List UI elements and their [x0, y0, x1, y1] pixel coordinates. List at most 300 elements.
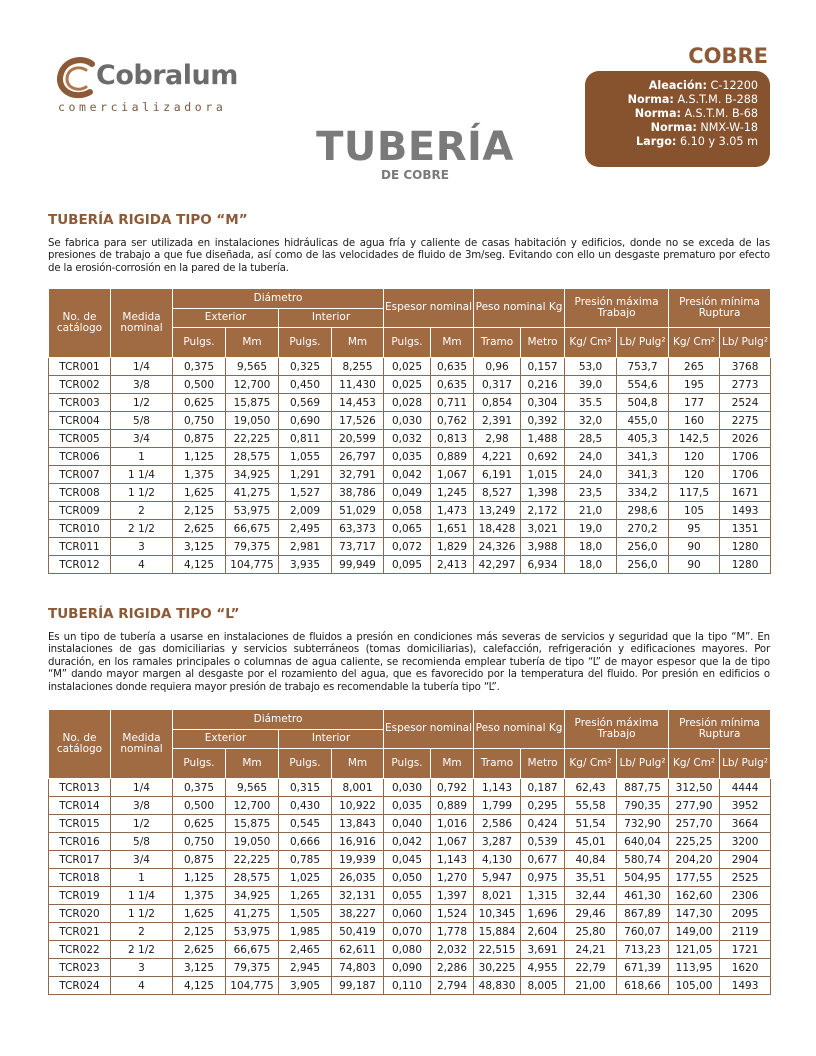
table-row: [49, 430, 771, 448]
table-cell: 1,016: [431, 815, 474, 833]
table-cell: 1493: [720, 502, 771, 520]
material-label: COBRE: [688, 44, 768, 68]
table-cell: 0,045: [384, 851, 431, 869]
table-cell: 4,955: [521, 959, 565, 977]
table-cell: 671,39: [617, 959, 669, 977]
table-cell: 3,691: [521, 941, 565, 959]
table-cell: 18,0: [565, 538, 617, 556]
table-cell: 0,762: [431, 412, 474, 430]
table-cell: 0,216: [521, 376, 565, 394]
table-cell: 13,843: [332, 815, 384, 833]
page-subtitle: DE COBRE: [381, 168, 449, 182]
table-cell: 1620: [720, 959, 771, 977]
table-cell: 1,397: [431, 887, 474, 905]
table-row: [49, 466, 771, 484]
table-cell: 0,813: [431, 430, 474, 448]
table-cell: 162,60: [669, 887, 720, 905]
table-cell: 0,792: [431, 779, 474, 797]
table-cell: 32,44: [565, 887, 617, 905]
table-cell: 0,055: [384, 887, 431, 905]
table-cell: 0,569: [279, 394, 332, 412]
table-cell: 0,424: [521, 815, 565, 833]
table-cell: 1 1/4: [111, 466, 173, 484]
table-cell: 5/8: [111, 833, 173, 851]
table-cell: 2,172: [521, 502, 565, 520]
table-cell: 63,373: [332, 520, 384, 538]
table-cell: 312,50: [669, 779, 720, 797]
table-cell: 0,157: [521, 358, 565, 376]
table-cell: 256,0: [617, 538, 669, 556]
table-cell: 28,575: [226, 869, 279, 887]
table-cell: 0,049: [384, 484, 431, 502]
table-cell: 24,0: [565, 466, 617, 484]
table-cell: 15,875: [226, 815, 279, 833]
table-cell: 0,072: [384, 538, 431, 556]
table-cell: 0,750: [173, 833, 226, 851]
header-tramo: Tramo: [474, 749, 521, 779]
table-cell: 66,675: [226, 520, 279, 538]
spec-line: [585, 93, 758, 107]
spec-label: Aleación:: [648, 79, 707, 92]
table-cell: 32,131: [332, 887, 384, 905]
table-cell: 48,830: [474, 977, 521, 995]
table-cell: 2,413: [431, 556, 474, 574]
table-row: [49, 797, 771, 815]
table-cell: 32,0: [565, 412, 617, 430]
spec-line: [585, 135, 758, 149]
table-cell: 55,58: [565, 797, 617, 815]
table-cell: 53,975: [226, 923, 279, 941]
table-cell: 0,450: [279, 376, 332, 394]
table-cell: 3,021: [521, 520, 565, 538]
table-cell: 3: [111, 538, 173, 556]
table-cell: 1,125: [173, 869, 226, 887]
header-kgcm: Kg/ Cm²: [669, 328, 720, 358]
table-cell: 95: [669, 520, 720, 538]
table-cell: 22,225: [226, 851, 279, 869]
table-cell: 1,696: [521, 905, 565, 923]
table-cell: 4: [111, 556, 173, 574]
table-cell: 32,791: [332, 466, 384, 484]
table-cell: 2,981: [279, 538, 332, 556]
table-cell: TCR002: [49, 376, 111, 394]
table-cell: 1,245: [431, 484, 474, 502]
table-cell: 105,00: [669, 977, 720, 995]
table-cell: 99,187: [332, 977, 384, 995]
table-cell: TCR011: [49, 538, 111, 556]
table-cell: TCR003: [49, 394, 111, 412]
table-cell: 1,651: [431, 520, 474, 538]
table-cell: 0,375: [173, 779, 226, 797]
header-pmin: Presión mínima Ruptura: [669, 289, 771, 328]
table-cell: 11,430: [332, 376, 384, 394]
table-cell: 1,125: [173, 448, 226, 466]
table-cell: 4,125: [173, 977, 226, 995]
table-cell: 4,130: [474, 851, 521, 869]
table-cell: 1/4: [111, 779, 173, 797]
brand-subtitle: comercializadora: [58, 100, 227, 114]
table-cell: 1/2: [111, 394, 173, 412]
table-cell: 104,775: [226, 977, 279, 995]
spec-value: NMX-W-18: [700, 121, 758, 134]
table-cell: 334,2: [617, 484, 669, 502]
table-cell: 0,889: [431, 448, 474, 466]
header-pulgs: Pulgs.: [279, 749, 332, 779]
header-lbpulg: Lb/ Pulg²: [617, 328, 669, 358]
table-cell: 2026: [720, 430, 771, 448]
table-cell: TCR019: [49, 887, 111, 905]
header-pulgs: Pulgs.: [384, 749, 431, 779]
table-cell: 0,030: [384, 412, 431, 430]
table-cell: 12,700: [226, 797, 279, 815]
table-cell: 0,625: [173, 394, 226, 412]
table-row: [49, 412, 771, 430]
table-cell: 8,001: [332, 779, 384, 797]
table-cell: 0,677: [521, 851, 565, 869]
table-row: [49, 556, 771, 574]
table-cell: TCR016: [49, 833, 111, 851]
table-cell: 3768: [720, 358, 771, 376]
table-cell: 1: [111, 448, 173, 466]
header-mm: Mm: [332, 749, 384, 779]
header-mm: Mm: [431, 328, 474, 358]
table-cell: 0,500: [173, 376, 226, 394]
table-cell: 713,23: [617, 941, 669, 959]
table-cell: 2524: [720, 394, 771, 412]
table-cell: 0,040: [384, 815, 431, 833]
table-cell: 0,711: [431, 394, 474, 412]
table-cell: 195: [669, 376, 720, 394]
table-cell: 34,925: [226, 887, 279, 905]
table-cell: 19,050: [226, 412, 279, 430]
header-kgcm: Kg/ Cm²: [565, 749, 617, 779]
table-cell: 2,586: [474, 815, 521, 833]
table-cell: 22,515: [474, 941, 521, 959]
table-cell: 0,635: [431, 376, 474, 394]
table-cell: 2904: [720, 851, 771, 869]
spec-value: A.S.T.M. B-288: [677, 93, 758, 106]
table-cell: 9,565: [226, 779, 279, 797]
table-cell: 2,98: [474, 430, 521, 448]
table-cell: 22,225: [226, 430, 279, 448]
table-cell: 0,030: [384, 779, 431, 797]
table-cell: 887,75: [617, 779, 669, 797]
table-cell: 1493: [720, 977, 771, 995]
table-cell: 1 1/4: [111, 887, 173, 905]
table-row: [49, 520, 771, 538]
table-cell: 14,453: [332, 394, 384, 412]
table-cell: 0,042: [384, 466, 431, 484]
table-cell: 640,04: [617, 833, 669, 851]
table-cell: 1,398: [521, 484, 565, 502]
table-cell: 2,465: [279, 941, 332, 959]
table-cell: 0,295: [521, 797, 565, 815]
table-cell: 0,889: [431, 797, 474, 815]
table-cell: 0,666: [279, 833, 332, 851]
table-cell: 3/4: [111, 430, 173, 448]
table-cell: 0,375: [173, 358, 226, 376]
header-pulgs: Pulgs.: [173, 328, 226, 358]
table-cell: 867,89: [617, 905, 669, 923]
table-cell: 0,811: [279, 430, 332, 448]
table-cell: 4444: [720, 779, 771, 797]
table-cell: TCR005: [49, 430, 111, 448]
table-cell: 3200: [720, 833, 771, 851]
table-cell: 0,625: [173, 815, 226, 833]
table-cell: 732,90: [617, 815, 669, 833]
table-cell: 29,46: [565, 905, 617, 923]
table-cell: 2,625: [173, 941, 226, 959]
table-cell: 160: [669, 412, 720, 430]
table-cell: TCR010: [49, 520, 111, 538]
table-cell: TCR014: [49, 797, 111, 815]
table-cell: 79,375: [226, 538, 279, 556]
brand-logo: [56, 56, 238, 120]
table-cell: 0,025: [384, 376, 431, 394]
table-cell: 0,690: [279, 412, 332, 430]
table-cell: 2 1/2: [111, 941, 173, 959]
table-cell: 2,125: [173, 502, 226, 520]
table-cell: 2119: [720, 923, 771, 941]
table-cell: 341,3: [617, 448, 669, 466]
table-cell: 23,5: [565, 484, 617, 502]
table-cell: 16,916: [332, 833, 384, 851]
table-cell: TCR023: [49, 959, 111, 977]
header-lbpulg: Lb/ Pulg²: [720, 749, 771, 779]
table-cell: 104,775: [226, 556, 279, 574]
table-cell: 21,00: [565, 977, 617, 995]
table-cell: 0,080: [384, 941, 431, 959]
table-cell: 12,700: [226, 376, 279, 394]
table-cell: 1,778: [431, 923, 474, 941]
header-pulgs: Pulgs.: [173, 749, 226, 779]
table-cell: 3,988: [521, 538, 565, 556]
header-mm: Mm: [226, 328, 279, 358]
table-row: [49, 394, 771, 412]
table-cell: 1280: [720, 538, 771, 556]
table-cell: 40,84: [565, 851, 617, 869]
table-cell: 2,794: [431, 977, 474, 995]
table-cell: 0,042: [384, 833, 431, 851]
table-cell: 1,055: [279, 448, 332, 466]
table-row: [49, 923, 771, 941]
table-row: [49, 833, 771, 851]
table-cell: 1,505: [279, 905, 332, 923]
table-cell: 2: [111, 923, 173, 941]
table-cell: 30,225: [474, 959, 521, 977]
table-cell: 225,25: [669, 833, 720, 851]
table-cell: 35.5: [565, 394, 617, 412]
table-cell: 277,90: [669, 797, 720, 815]
table-row: [49, 448, 771, 466]
section-title-m: TUBERÍA RIGIDA TIPO “M”: [48, 212, 248, 228]
spec-label: Norma:: [627, 93, 674, 106]
table-cell: 0,692: [521, 448, 565, 466]
table-cell: 73,717: [332, 538, 384, 556]
header-espesor: Espesor nominal: [384, 289, 474, 328]
table-cell: 2,604: [521, 923, 565, 941]
table-cell: 2: [111, 502, 173, 520]
table-cell: 41,275: [226, 484, 279, 502]
header-diametro: Diámetro: [173, 289, 384, 309]
table-cell: 1,625: [173, 484, 226, 502]
table-cell: 2,625: [173, 520, 226, 538]
table-cell: 455,0: [617, 412, 669, 430]
table-cell: 1,143: [431, 851, 474, 869]
spec-box: [585, 71, 770, 167]
header-mm: Mm: [332, 328, 384, 358]
table-cell: 760,07: [617, 923, 669, 941]
table-cell: 22,79: [565, 959, 617, 977]
spec-line: [585, 121, 758, 135]
table-cell: 24,21: [565, 941, 617, 959]
table-cell: 0,032: [384, 430, 431, 448]
table-cell: 19,0: [565, 520, 617, 538]
table-cell: TCR013: [49, 779, 111, 797]
table-cell: 2306: [720, 887, 771, 905]
table-cell: 2,495: [279, 520, 332, 538]
table-cell: 0,058: [384, 502, 431, 520]
header-pmin: Presión mínima Ruptura: [669, 710, 771, 749]
brand-name: Cobralum: [96, 60, 238, 91]
table-row: [49, 376, 771, 394]
table-cell: 0,750: [173, 412, 226, 430]
table-cell: 2,009: [279, 502, 332, 520]
spec-label: Norma:: [650, 121, 697, 134]
table-cell: 34,925: [226, 466, 279, 484]
table-cell: 53,0: [565, 358, 617, 376]
header-nominal: Medida nominal: [111, 289, 173, 358]
table-cell: 0,028: [384, 394, 431, 412]
table-cell: 26,797: [332, 448, 384, 466]
table-cell: 8,021: [474, 887, 521, 905]
spec-line: [585, 79, 758, 93]
header-mm: Mm: [431, 749, 474, 779]
table-cell: 0,035: [384, 797, 431, 815]
header-pulgs: Pulgs.: [279, 328, 332, 358]
spec-table-l: [48, 709, 771, 995]
table-cell: 1,625: [173, 905, 226, 923]
table-cell: 0,545: [279, 815, 332, 833]
header-pulgs: Pulgs.: [384, 328, 431, 358]
spec-label: Norma:: [634, 107, 681, 120]
copper-swirl-icon: [56, 56, 100, 100]
table-cell: 8,255: [332, 358, 384, 376]
table-cell: 504,8: [617, 394, 669, 412]
table-cell: 1706: [720, 466, 771, 484]
table-cell: 1,270: [431, 869, 474, 887]
table-cell: 5/8: [111, 412, 173, 430]
table-cell: 0,854: [474, 394, 521, 412]
table-cell: 0,187: [521, 779, 565, 797]
table-cell: 41,275: [226, 905, 279, 923]
table-cell: 39,0: [565, 376, 617, 394]
table-cell: 0,317: [474, 376, 521, 394]
table-cell: TCR012: [49, 556, 111, 574]
table-cell: 265: [669, 358, 720, 376]
table-cell: 6,934: [521, 556, 565, 574]
table-cell: 1,527: [279, 484, 332, 502]
table-cell: TCR007: [49, 466, 111, 484]
table-cell: 0,325: [279, 358, 332, 376]
table-cell: 4,125: [173, 556, 226, 574]
table-cell: 5,947: [474, 869, 521, 887]
table-cell: 1671: [720, 484, 771, 502]
table-cell: 10,922: [332, 797, 384, 815]
table-cell: 45,01: [565, 833, 617, 851]
table-cell: 3: [111, 959, 173, 977]
table-cell: 2,945: [279, 959, 332, 977]
table-cell: 0,635: [431, 358, 474, 376]
table-cell: 0,304: [521, 394, 565, 412]
header-diametro: Diámetro: [173, 710, 384, 730]
table-row: [49, 538, 771, 556]
table-cell: TCR008: [49, 484, 111, 502]
table-cell: 0,785: [279, 851, 332, 869]
table-cell: 3,125: [173, 538, 226, 556]
table-cell: 3/4: [111, 851, 173, 869]
table-cell: 3,125: [173, 959, 226, 977]
table-cell: 0,315: [279, 779, 332, 797]
table-cell: 341,3: [617, 466, 669, 484]
table-cell: 21,0: [565, 502, 617, 520]
table-cell: 1,067: [431, 466, 474, 484]
table-row: [49, 869, 771, 887]
table-cell: 19,050: [226, 833, 279, 851]
table-cell: 79,375: [226, 959, 279, 977]
header-interior: Interior: [279, 309, 384, 328]
header-lbpulg: Lb/ Pulg²: [617, 749, 669, 779]
table-row: [49, 941, 771, 959]
table-cell: 1721: [720, 941, 771, 959]
table-cell: 1,291: [279, 466, 332, 484]
table-cell: 1,985: [279, 923, 332, 941]
section-description-m: Se fabrica para ser utilizada en instalaciones hidráulicas de agua fría y caliente de casas habitación y edificios, donde no se exceda de las presiones de trabajo a que fue diseñada, así como de las velocidades de fluido de 3m/seg. Evitando con ello un desgaste prematuro por efecto de la erosión-corrosión en la pared de la tubería.: [48, 238, 770, 274]
table-cell: 2,125: [173, 923, 226, 941]
table-cell: 8,527: [474, 484, 521, 502]
header-exterior: Exterior: [173, 730, 279, 749]
table-cell: 1/4: [111, 358, 173, 376]
table-cell: 554,6: [617, 376, 669, 394]
table-row: [49, 905, 771, 923]
table-cell: 1351: [720, 520, 771, 538]
table-cell: 53,975: [226, 502, 279, 520]
table-cell: 51,54: [565, 815, 617, 833]
table-cell: 120: [669, 448, 720, 466]
table-row: [49, 977, 771, 995]
table-cell: 13,249: [474, 502, 521, 520]
table-cell: 142,5: [669, 430, 720, 448]
table-cell: 117,5: [669, 484, 720, 502]
table-row: [49, 779, 771, 797]
table-cell: 15,884: [474, 923, 521, 941]
table-row: [49, 851, 771, 869]
table-cell: 1,375: [173, 887, 226, 905]
header-exterior: Exterior: [173, 309, 279, 328]
table-cell: 204,20: [669, 851, 720, 869]
table-cell: 3,935: [279, 556, 332, 574]
table-cell: 1 1/2: [111, 905, 173, 923]
table-cell: 6,191: [474, 466, 521, 484]
table-cell: 618,66: [617, 977, 669, 995]
table-cell: TCR015: [49, 815, 111, 833]
table-cell: 1,799: [474, 797, 521, 815]
table-cell: TCR006: [49, 448, 111, 466]
table-cell: 20,599: [332, 430, 384, 448]
header-pmax: Presión máxima Trabajo: [565, 289, 669, 328]
table-cell: 15,875: [226, 394, 279, 412]
table-cell: 0,070: [384, 923, 431, 941]
